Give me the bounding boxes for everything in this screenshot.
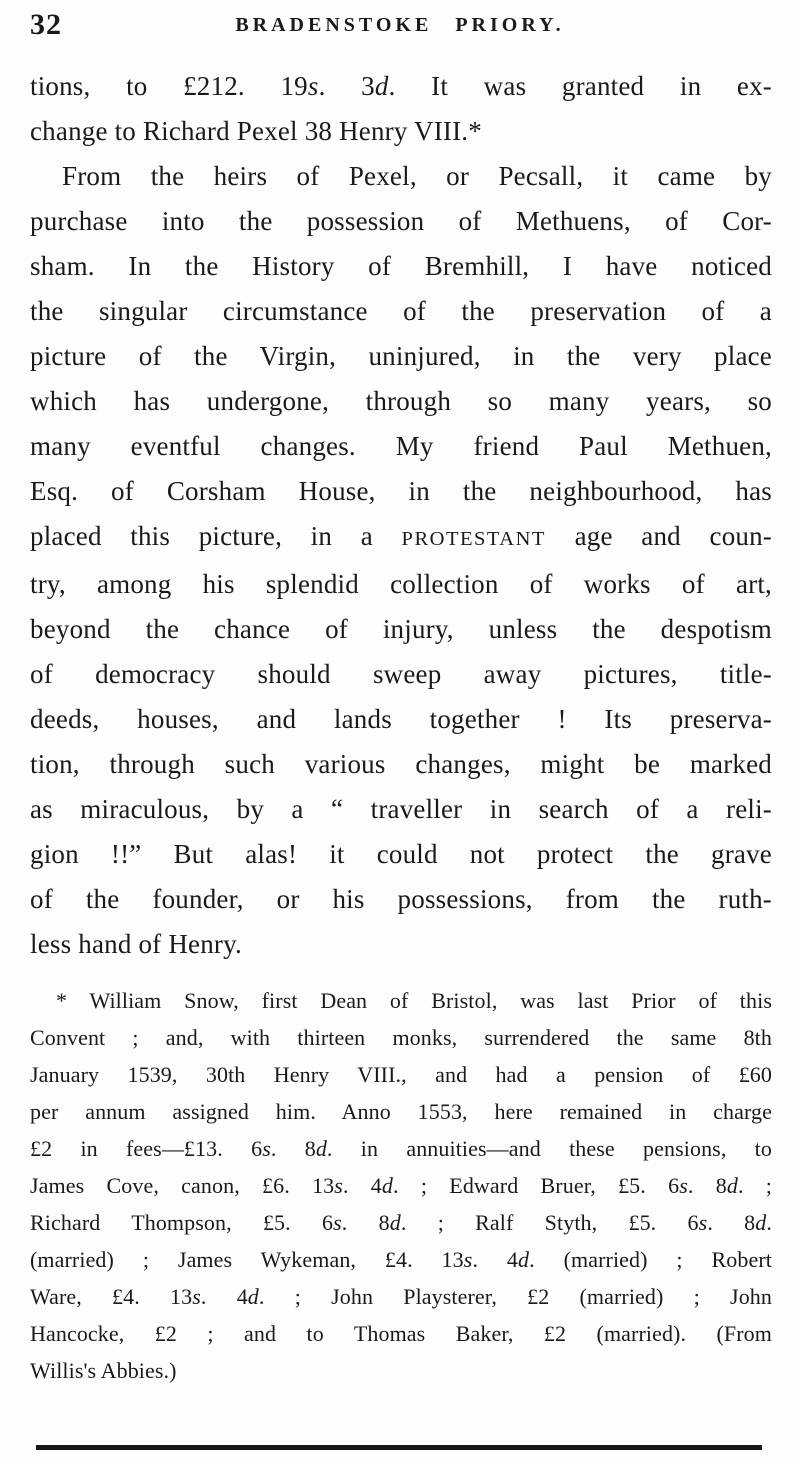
text-segment: . ; Edward Bruer, £5. 6 [393, 1173, 680, 1198]
text-segment: . 4 [342, 1173, 382, 1198]
text-segment: s [307, 71, 319, 101]
text-segment: less hand of Henry. [30, 929, 242, 959]
text-segment: s [334, 1173, 343, 1198]
text-segment: s [463, 1247, 473, 1272]
text-line [30, 199, 772, 244]
text-segment: From the heirs of Pexel, or Pecsall, it came by [62, 161, 772, 191]
text-segment: tion, through such various changes, might be marked [30, 749, 772, 779]
text-line [30, 982, 772, 1019]
text-segment: Convent ; and, with thirteen monks, surrendered the same 8th [30, 1025, 772, 1050]
text-segment: which has undergone, through so many years, so [30, 386, 772, 416]
text-line [30, 877, 772, 922]
text-segment: s [679, 1173, 688, 1198]
text-segment: £2 in fees—£13. 6 [30, 1136, 263, 1161]
text-segment: January 1539, 30th Henry VIII., and had a pension of £60 [30, 1062, 772, 1087]
text-segment: PROTESTANT [401, 528, 546, 550]
text-segment: gion !!” But alas! it could not protect the grave [30, 839, 772, 869]
text-segment: Hancocke, £2 ; and to Thomas Baker, £2 (married). (From [30, 1321, 772, 1346]
text-segment: Ware, £4. 13 [30, 1284, 193, 1309]
text-segment: d [381, 1173, 393, 1198]
text-line [30, 1278, 772, 1315]
running-title: BRADENSTOKE PRIORY. [235, 14, 565, 36]
text-segment: d [374, 71, 389, 101]
text-segment: . 8 [687, 1173, 727, 1198]
text-segment: placed this picture, in a [30, 521, 402, 551]
text-line [30, 109, 772, 154]
text-segment: the singular circumstance of the preservation of a [30, 296, 772, 326]
text-segment: . [766, 1210, 772, 1235]
text-line [30, 1204, 772, 1241]
text-segment: d [389, 1210, 401, 1235]
text-segment: James Cove, canon, £6. 13 [30, 1173, 335, 1198]
text-segment: . 4 [472, 1247, 519, 1272]
page-header [30, 6, 770, 42]
page-number: 32 [30, 8, 62, 41]
text-line [30, 742, 772, 787]
text-line [30, 1315, 772, 1352]
text-line [30, 379, 772, 424]
text-segment: d [247, 1284, 259, 1309]
text-segment: . 8 [341, 1210, 390, 1235]
text-line [30, 922, 772, 967]
text-segment: of democracy should sweep away pictures, title- [30, 659, 772, 689]
text-line [30, 787, 772, 832]
text-line [30, 469, 772, 514]
text-line [30, 1241, 772, 1278]
text-segment: . 3 [318, 71, 375, 101]
footnote [30, 982, 772, 1389]
text-segment: try, among his splendid collection of works of art, [30, 569, 772, 599]
main-text [30, 64, 772, 967]
text-segment: as miraculous, by a “ traveller in search of a reli- [30, 794, 772, 824]
text-line [30, 562, 772, 607]
text-segment: d [518, 1247, 530, 1272]
text-segment: d [315, 1136, 327, 1161]
text-segment: . 8 [707, 1210, 756, 1235]
text-segment: . ; [737, 1173, 772, 1198]
text-segment: Richard Thompson, £5. 6 [30, 1210, 334, 1235]
text-segment: per annum assigned him. Anno 1553, here remained in charge [30, 1099, 772, 1124]
text-segment: * William Snow, first Dean of Bristol, was last Prior of this [56, 988, 772, 1013]
text-segment: . 8 [270, 1136, 316, 1161]
text-segment: Willis's Abbies.) [30, 1358, 177, 1383]
text-line [30, 1167, 772, 1204]
text-line [30, 244, 772, 289]
text-segment: (married) ; James Wykeman, £4. 13 [30, 1247, 464, 1272]
text-segment: of the founder, or his possessions, from the ruth- [30, 884, 772, 914]
text-segment: tions, to £212. 19 [30, 71, 308, 101]
text-segment: age and coun- [545, 521, 772, 551]
text-line [30, 832, 772, 877]
text-line [30, 514, 772, 562]
text-segment: s [192, 1284, 201, 1309]
text-line [30, 154, 772, 199]
text-line [30, 64, 772, 109]
text-segment: many eventful changes. My friend Paul Methuen, [30, 431, 772, 461]
text-segment: d [726, 1173, 738, 1198]
scan-artifact-line [36, 1445, 762, 1450]
text-segment: . in annuities—and these pensions, to [326, 1136, 772, 1161]
text-segment: beyond the chance of injury, unless the despotism [30, 614, 772, 644]
text-line [30, 1056, 772, 1093]
text-line [30, 607, 772, 652]
text-line [30, 1093, 772, 1130]
text-segment: . 4 [200, 1284, 248, 1309]
text-segment: picture of the Virgin, uninjured, in the very place [30, 341, 772, 371]
text-segment: deeds, houses, and lands together ! Its preserva- [30, 704, 772, 734]
text-segment: change to Richard Pexel 38 Henry VIII.* [30, 116, 482, 146]
text-segment: Esq. of Corsham House, in the neighbourhood, has [30, 476, 772, 506]
text-line [30, 424, 772, 469]
text-segment: purchase into the possession of Methuens, of Cor- [30, 206, 772, 236]
text-segment: sham. In the History of Bremhill, I have noticed [30, 251, 772, 281]
text-line [30, 1130, 772, 1167]
text-line [30, 1019, 772, 1056]
text-line [30, 334, 772, 379]
text-segment: . (married) ; Robert [529, 1247, 772, 1272]
text-line [30, 697, 772, 742]
text-segment: . It was granted in ex- [388, 71, 772, 101]
text-segment: . ; Ralf Styth, £5. 6 [400, 1210, 699, 1235]
text-segment: s [698, 1210, 708, 1235]
text-segment: d [755, 1210, 767, 1235]
text-segment: s [262, 1136, 271, 1161]
text-segment: s [333, 1210, 342, 1235]
text-line [30, 1352, 772, 1389]
text-line [30, 289, 772, 334]
text-segment: . ; John Playsterer, £2 (married) ; John [258, 1284, 772, 1309]
text-line [30, 652, 772, 697]
